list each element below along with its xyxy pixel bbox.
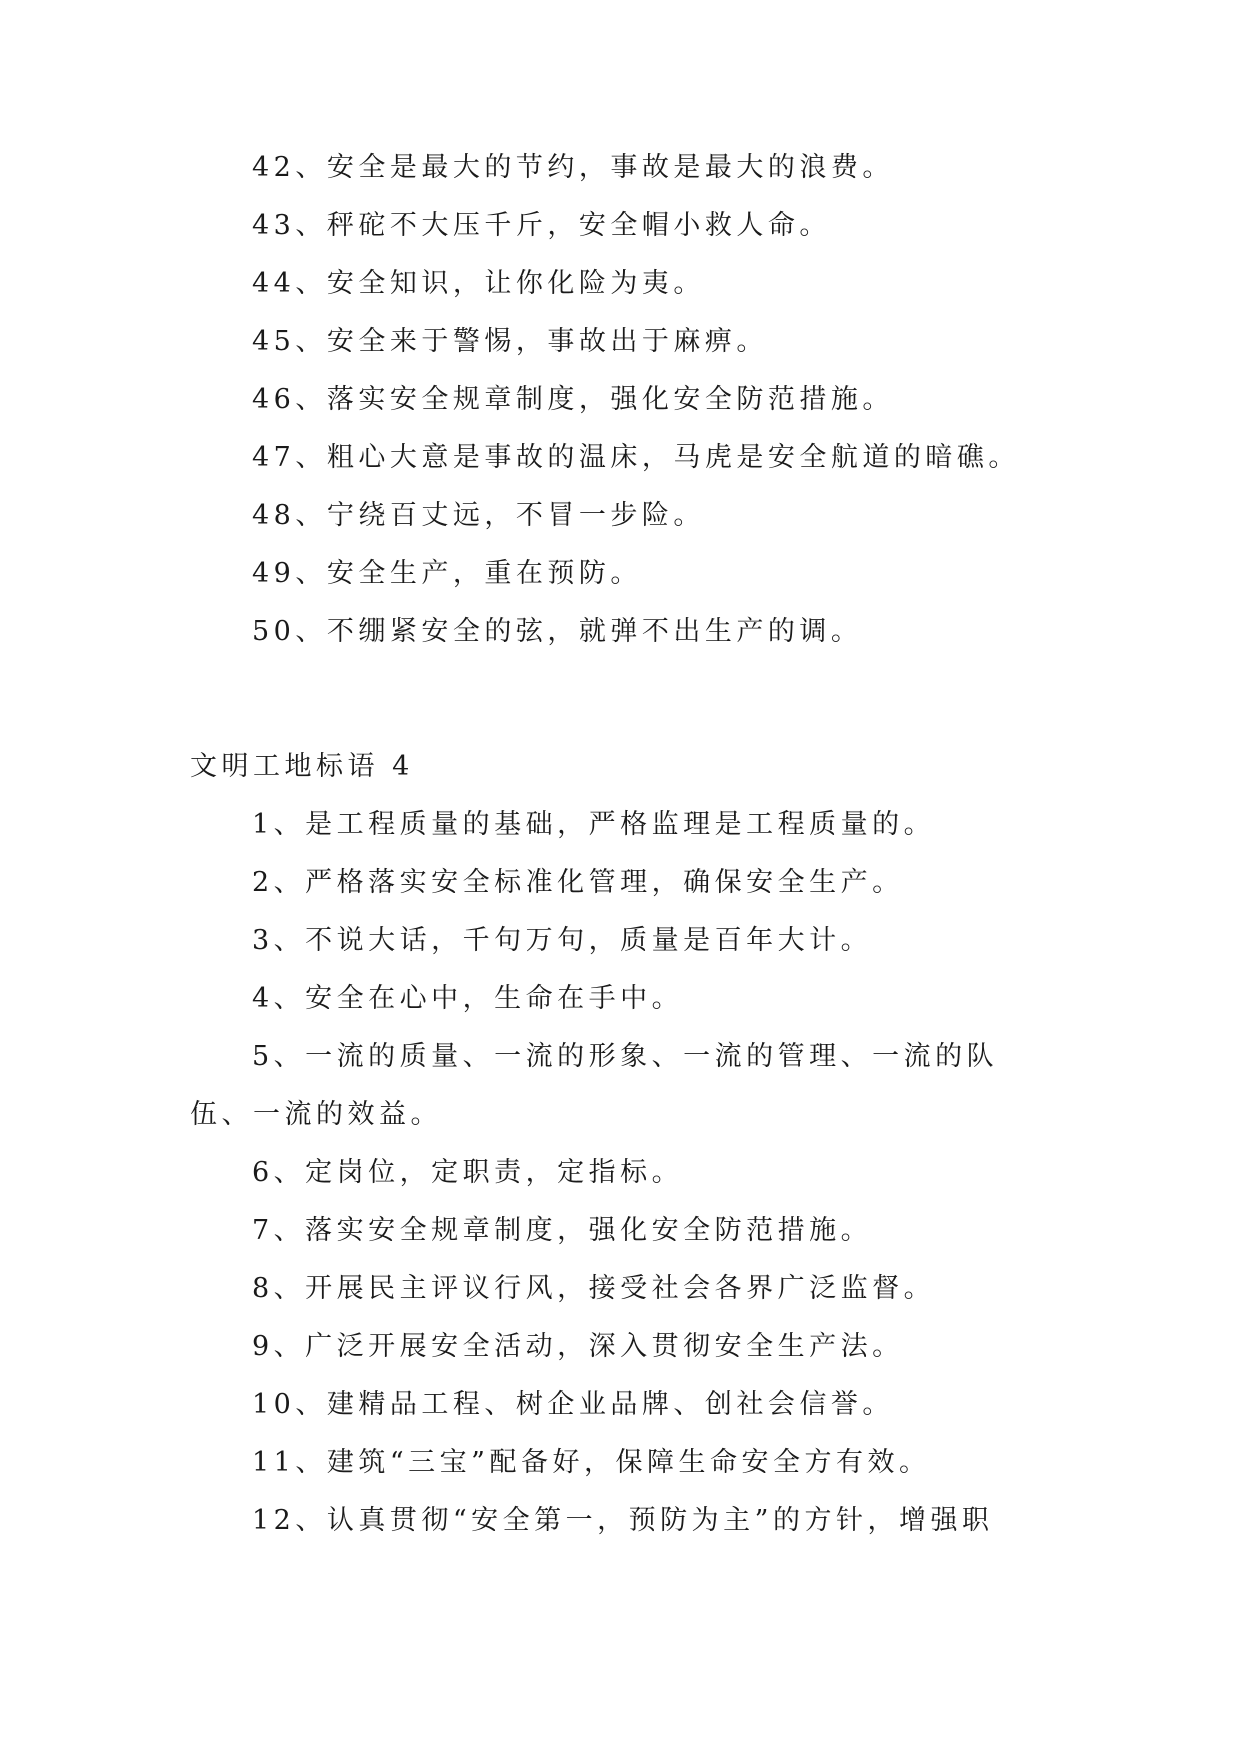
list-item: 45、安全来于警惕，事故出于麻痹。 [252,326,768,357]
list-item: 50、不绷紧安全的弦，就弹不出生产的调。 [252,616,863,647]
list-item: 48、宁绕百丈远，不冒一步险。 [252,500,705,531]
list-item: 4、安全在心中，生命在手中。 [252,983,684,1014]
list-item: 5、一流的质量、一流的形象、一流的管理、一流的队 [252,1041,999,1072]
list-item-continuation: 伍、一流的效益。 [190,1099,442,1130]
list-item: 12、认真贯彻“安全第一，预防为主”的方针，增强职 [252,1505,994,1536]
list-item: 46、落实安全规章制度，强化安全防范措施。 [252,384,894,415]
list-item: 9、广泛开展安全活动，深入贯彻安全生产法。 [252,1331,904,1362]
list-item: 43、秤砣不大压千斤，安全帽小救人命。 [252,210,831,241]
list-item: 47、粗心大意是事故的温床，马虎是安全航道的暗礁。 [252,442,1020,473]
list-item: 1、是工程质量的基础，严格监理是工程质量的。 [252,809,936,840]
list-item: 3、不说大话，千句万句，质量是百年大计。 [252,925,873,956]
list-item: 42、安全是最大的节约，事故是最大的浪费。 [252,152,894,183]
list-item: 49、安全生产，重在预防。 [252,558,642,589]
list-item: 11、建筑“三宝”配备好，保障生命安全方有效。 [252,1447,931,1478]
list-item: 2、严格落实安全标准化管理，确保安全生产。 [252,867,904,898]
list-item: 7、落实安全规章制度，强化安全防范措施。 [252,1215,873,1246]
list-item: 6、定岗位，定职责，定指标。 [252,1157,684,1188]
section-title: 文明工地标语 4 [190,751,414,782]
list-item: 8、开展民主评议行风，接受社会各界广泛监督。 [252,1273,936,1304]
list-item: 44、安全知识，让你化险为夷。 [252,268,705,299]
list-item: 10、建精品工程、树企业品牌、创社会信誉。 [252,1389,894,1420]
